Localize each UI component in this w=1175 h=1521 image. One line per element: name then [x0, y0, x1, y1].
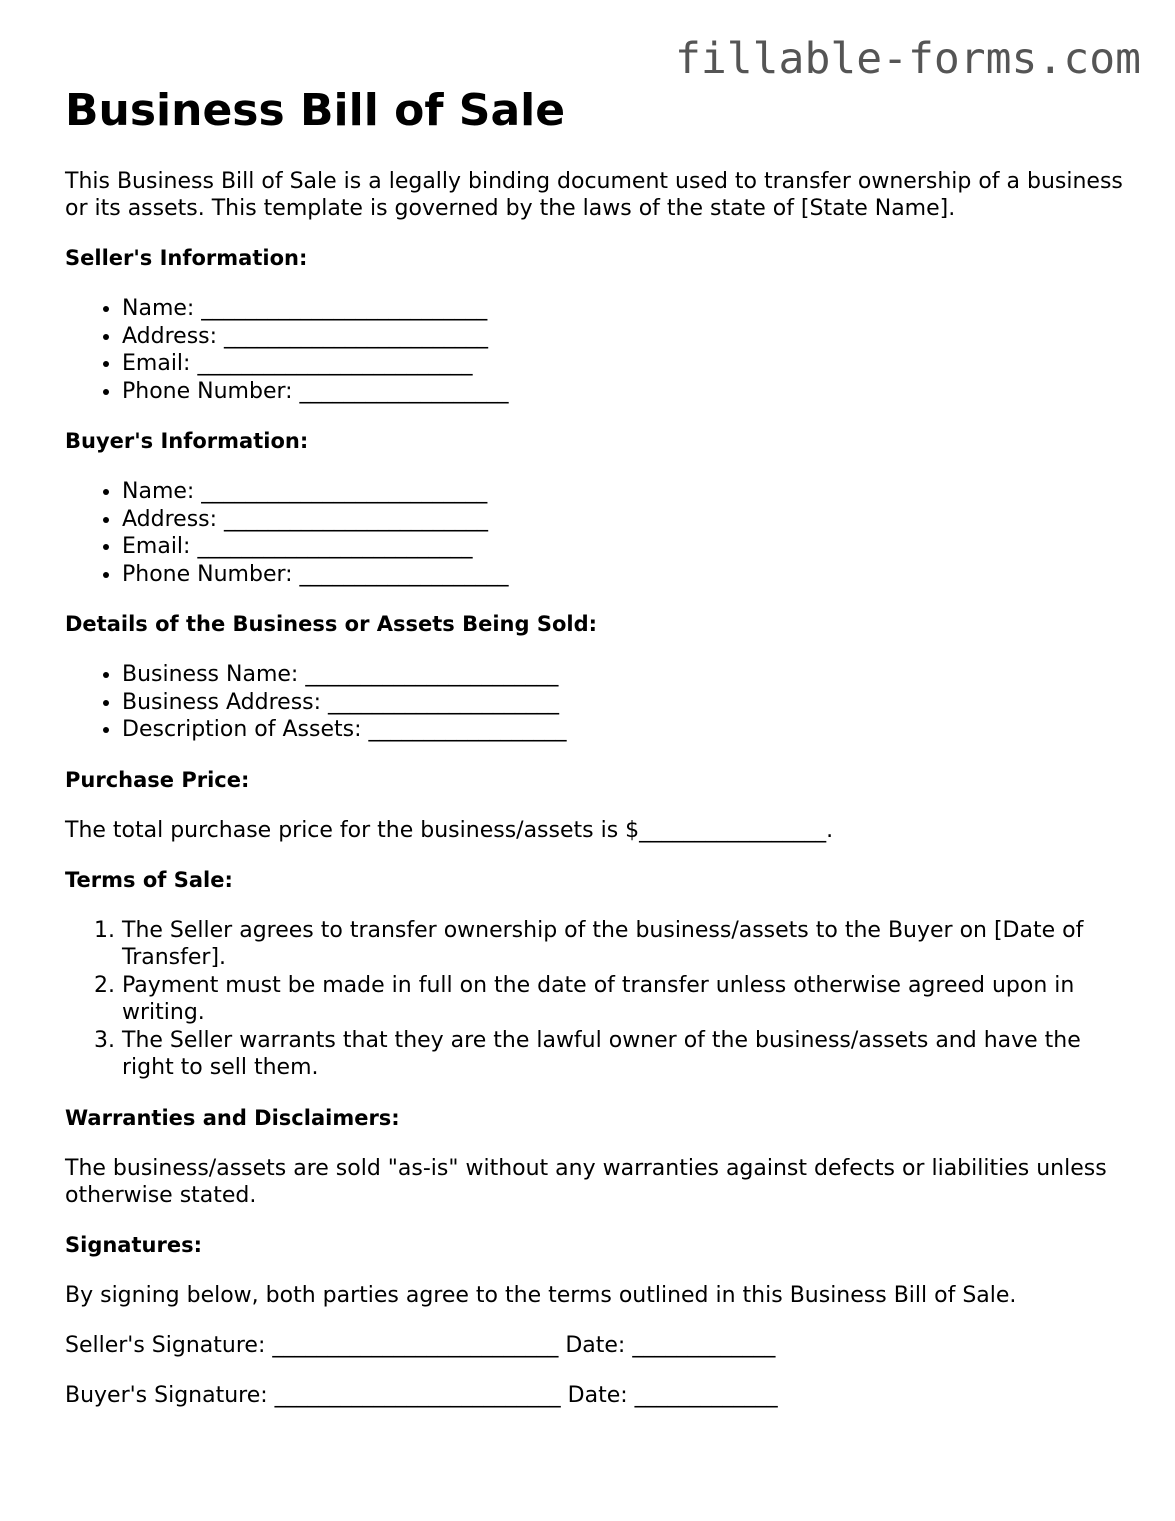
- seller-signature-field[interactable]: Seller's Signature: __________________________ Date: _____________: [65, 1332, 776, 1358]
- signatures-heading: Signatures:: [65, 1232, 202, 1257]
- seller-name-field[interactable]: • Name: __________________________: [122, 295, 1135, 323]
- seller-email-field[interactable]: • Email: _________________________: [122, 350, 1135, 378]
- buyer-email-field[interactable]: • Email: _________________________: [122, 533, 1135, 561]
- document-body: [65, 84, 1135, 1432]
- buyer-signature-field[interactable]: Buyer's Signature: __________________________ Date: _____________: [65, 1382, 778, 1408]
- buyer-phone-field[interactable]: • Phone Number: ___________________: [122, 561, 1135, 589]
- seller-phone-field[interactable]: • Phone Number: ___________________: [122, 378, 1135, 406]
- business-name-field[interactable]: • Business Name: _______________________: [122, 661, 1135, 689]
- assets-description-field[interactable]: • Description of Assets: __________________: [122, 716, 1135, 744]
- intro-paragraph: This Business Bill of Sale is a legally binding document used to transfer ownership of a business or its assets. This template is governed by the laws of the state of [State Name].: [65, 169, 1123, 221]
- buyer-fields-list: [65, 478, 1135, 588]
- purchase-price-field[interactable]: The total purchase price for the business/assets is $_________________.: [65, 817, 834, 843]
- buyer-heading: Buyer's Information:: [65, 429, 309, 453]
- seller-fields-list: [65, 295, 1135, 405]
- details-fields-list: [65, 661, 1135, 744]
- business-address-field[interactable]: • Business Address: _____________________: [122, 689, 1135, 717]
- seller-address-field[interactable]: • Address: ________________________: [122, 323, 1135, 351]
- warranties-heading: Warranties and Disclaimers:: [65, 1105, 400, 1130]
- watermark: fillable-forms.com: [675, 34, 1141, 84]
- price-heading: Purchase Price:: [65, 767, 250, 792]
- terms-heading: Terms of Sale:: [65, 867, 233, 892]
- page-title: Business Bill of Sale: [65, 85, 566, 136]
- terms-item: 2. Payment must be made in full on the date of transfer unless otherwise agreed upon in writing.: [122, 972, 1135, 1027]
- seller-heading: Seller's Information:: [65, 246, 308, 270]
- buyer-address-field[interactable]: • Address: ________________________: [122, 506, 1135, 534]
- buyer-name-field[interactable]: • Name: __________________________: [122, 478, 1135, 506]
- details-heading: Details of the Business or Assets Being Sold:: [65, 612, 598, 636]
- signatures-paragraph: By signing below, both parties agree to the terms outlined in this Business Bill of Sale.: [65, 1282, 1017, 1308]
- terms-list: [65, 917, 1135, 1082]
- warranties-paragraph: The business/assets are sold "as-is" without any warranties against defects or liabilities unless otherwise stated.: [65, 1155, 1107, 1208]
- terms-item: 1. The Seller agrees to transfer ownership of the business/assets to the Buyer on [Date of Transfer].: [122, 917, 1135, 972]
- terms-item: 3. The Seller warrants that they are the lawful owner of the business/assets and have the right to sell them.: [122, 1027, 1135, 1082]
